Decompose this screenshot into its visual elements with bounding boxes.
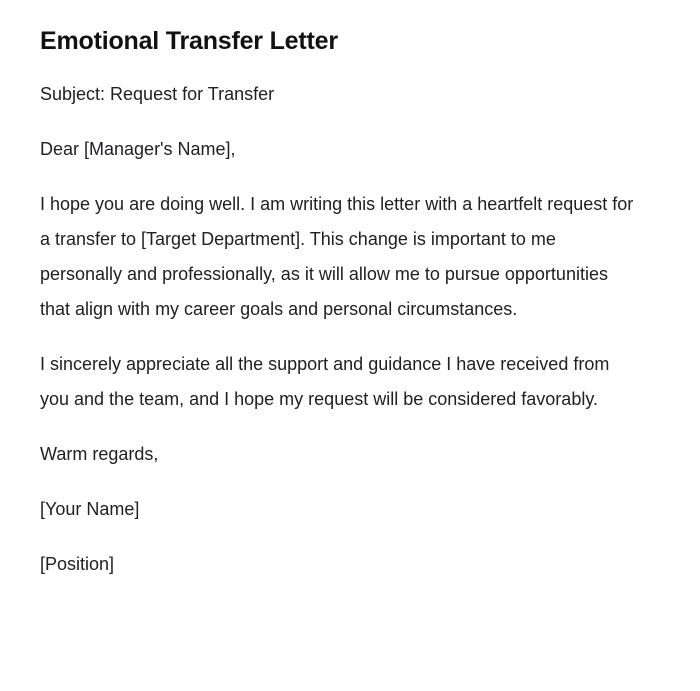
salutation: Dear [Manager's Name],	[40, 139, 236, 159]
signature-name: [Your Name]	[40, 499, 140, 519]
signature-position: [Position]	[40, 554, 115, 574]
body-paragraph: I sincerely appreciate all the support and guidance I have received from you and the team, and I hope my request will be considered favorably.	[40, 354, 610, 409]
body-paragraph: I hope you are doing well. I am writing this letter with a heartfelt request for a transfer to [Target Department]. This change is important to me personally and professionally, as it will allow me to pursue opportunities that align with my career goals and personal circumstances.	[40, 194, 634, 319]
subject-line: Subject: Request for Transfer	[40, 84, 275, 104]
page-title: Emotional Transfer Letter	[40, 27, 338, 55]
closing-line: Warm regards,	[40, 444, 159, 464]
